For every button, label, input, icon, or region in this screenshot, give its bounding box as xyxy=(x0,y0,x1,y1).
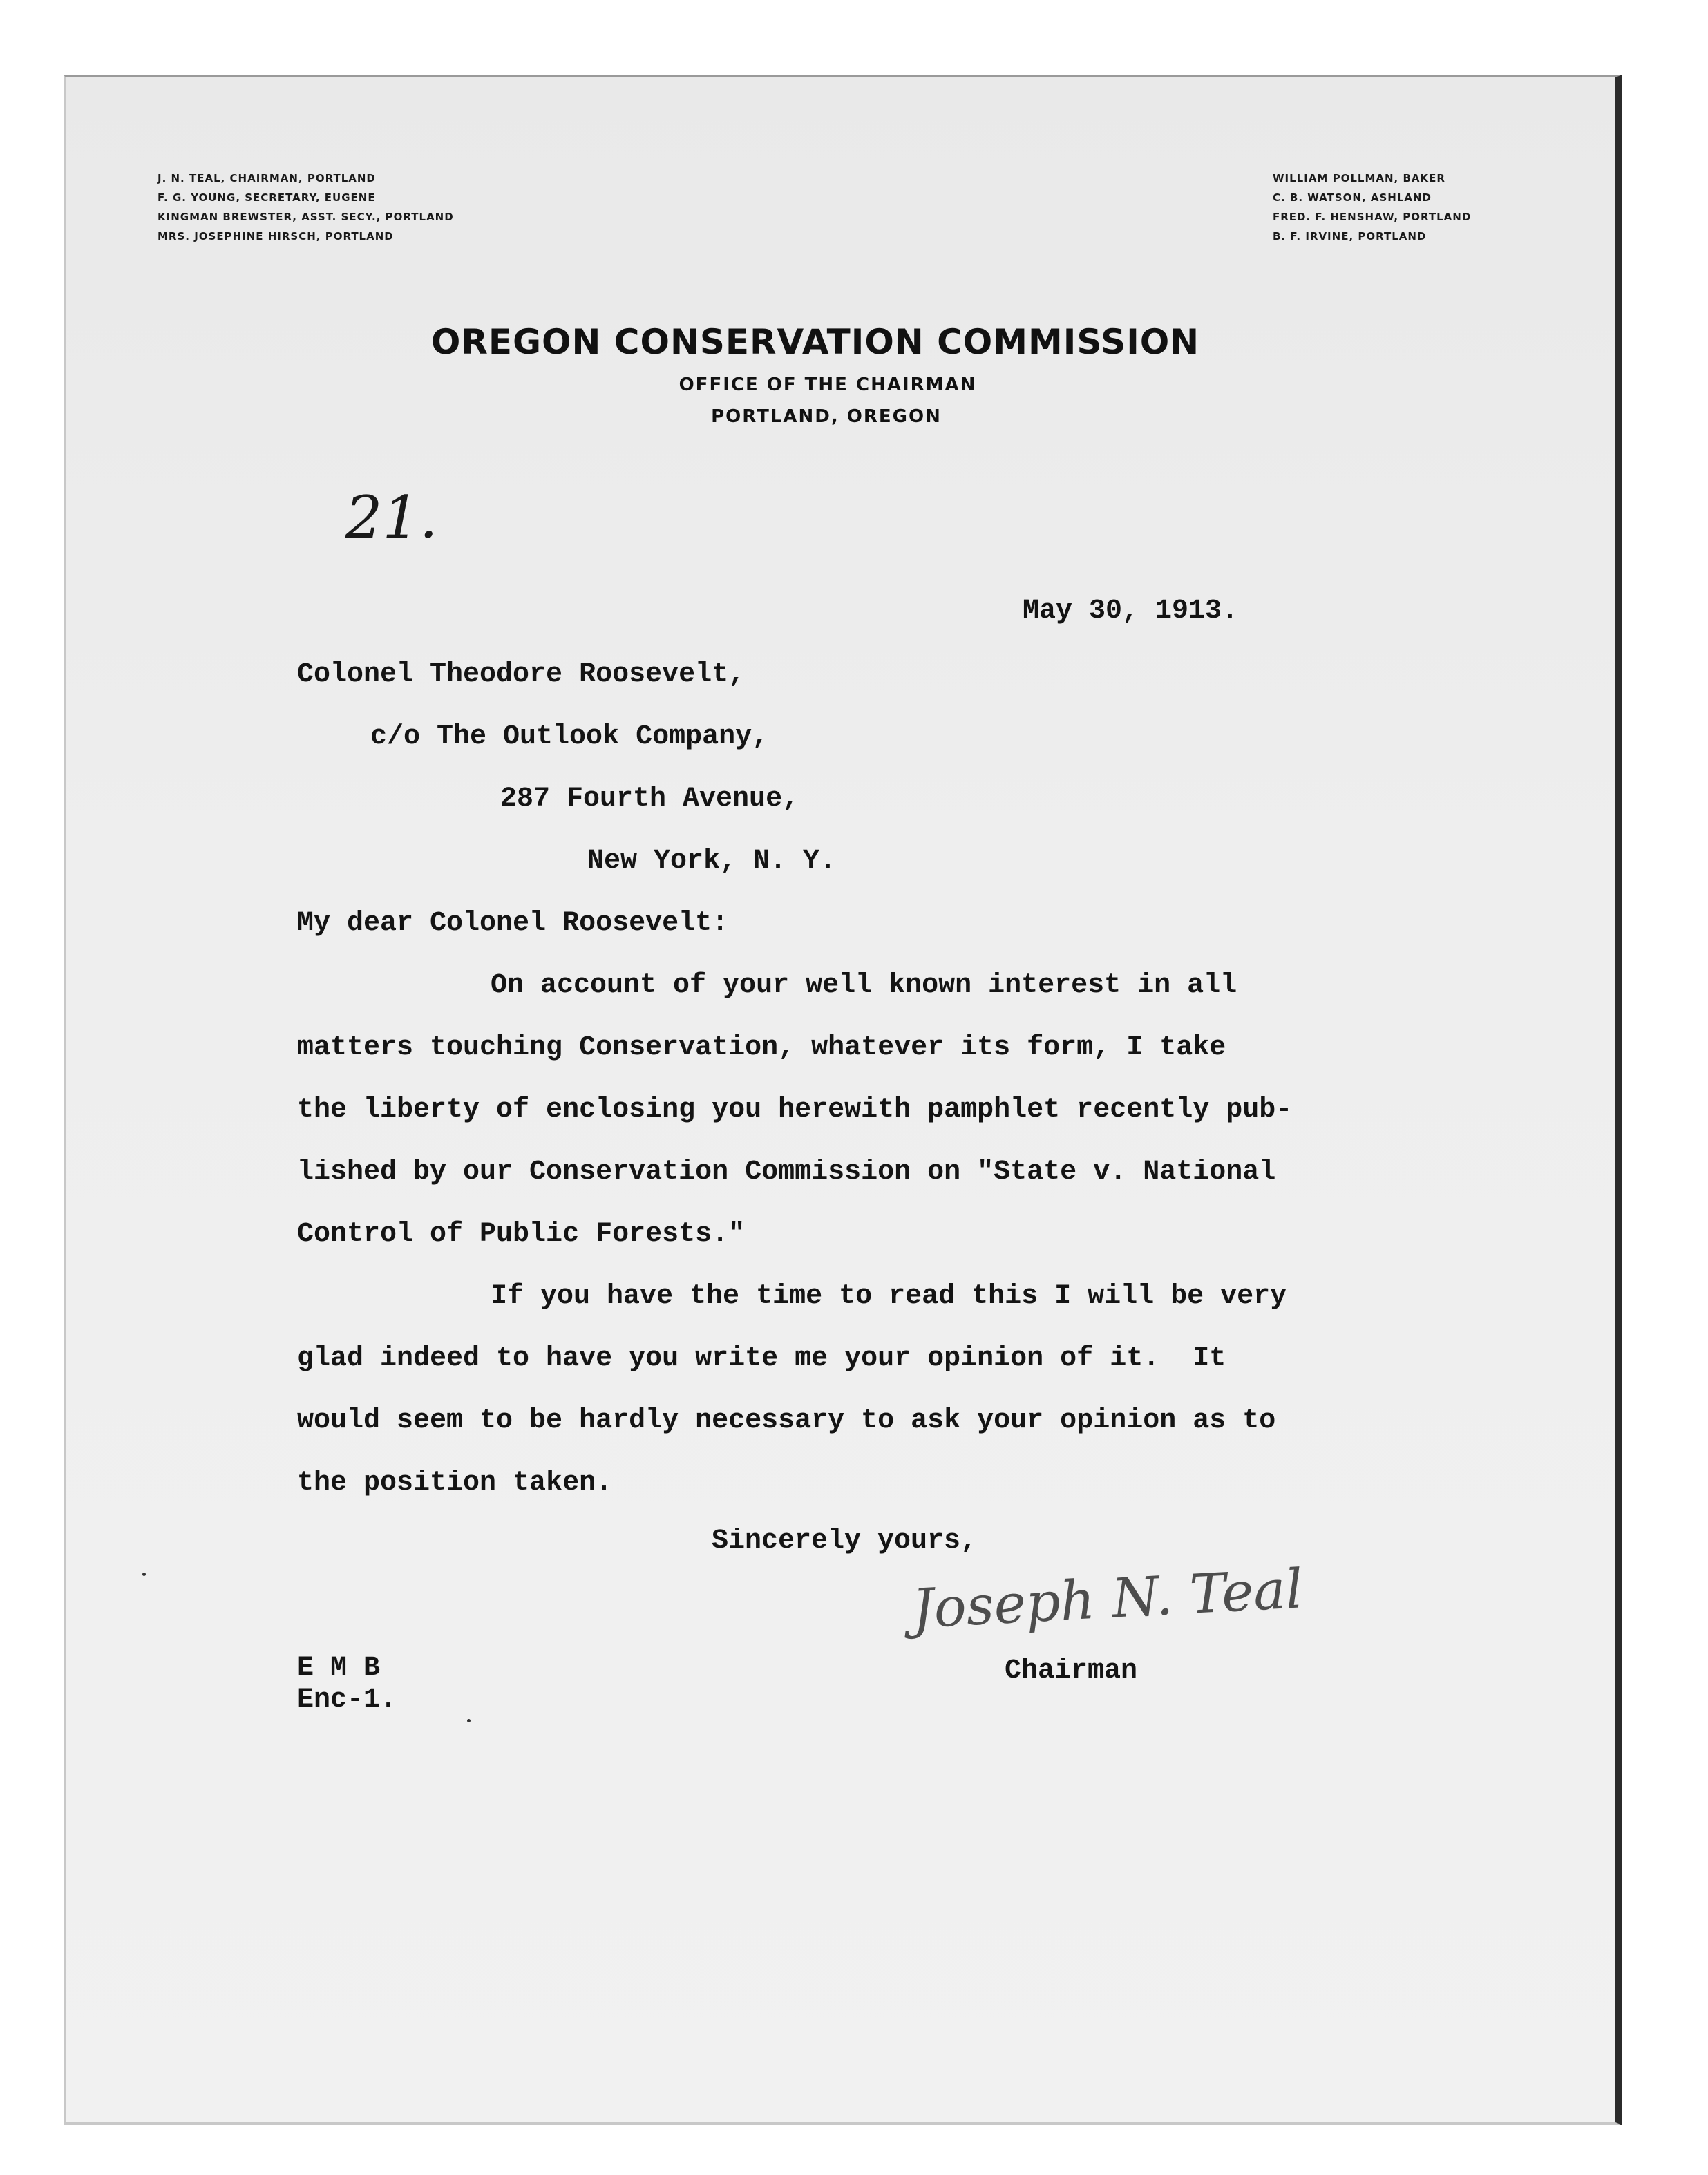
member-name: C. B. WATSON, ASHLAND xyxy=(1273,191,1432,204)
enclosure-note: Enc-1. xyxy=(297,1684,397,1716)
organization-title: OREGON CONSERVATION COMMISSION xyxy=(430,322,1200,362)
body-line: the liberty of enclosing you herewith pamphlet recently pub- xyxy=(297,1094,1293,1126)
paper-speck xyxy=(467,1719,471,1722)
member-name: B. F. IRVINE, PORTLAND xyxy=(1273,230,1427,243)
member-name: J. N. TEAL, CHAIRMAN, PORTLAND xyxy=(158,172,376,184)
body-line: If you have the time to read this I will be very xyxy=(491,1281,1287,1312)
body-line: lished by our Conservation Commission on "State v. National xyxy=(297,1157,1276,1188)
member-name: FRED. F. HENSHAW, PORTLAND xyxy=(1273,211,1472,223)
closing: Sincerely yours, xyxy=(712,1526,978,1557)
letterhead-members-left xyxy=(158,169,454,246)
letterhead-members-right xyxy=(1273,169,1471,246)
body-line: glad indeed to have you write me your opinion of it. It xyxy=(297,1343,1226,1374)
signer-title: Chairman xyxy=(1005,1655,1138,1687)
salutation: My dear Colonel Roosevelt: xyxy=(297,908,729,939)
typist-initials: E M B xyxy=(297,1653,381,1684)
recipient-line: New York, N. Y. xyxy=(587,846,837,877)
recipient-line: c/o The Outlook Company, xyxy=(370,721,769,752)
member-name: KINGMAN BREWSTER, ASST. SECY., PORTLAND xyxy=(158,211,454,223)
handwritten-page-number: 21. xyxy=(345,484,438,551)
body-line: matters touching Conservation, whatever its form, I take xyxy=(297,1032,1226,1063)
body-line: Control of Public Forests." xyxy=(297,1219,746,1250)
body-line: On account of your well known interest in all xyxy=(491,970,1237,1001)
body-line: would seem to be hardly necessary to ask your opinion as to xyxy=(297,1405,1276,1436)
office-subtitle: OFFICE OF THE CHAIRMAN xyxy=(679,374,977,395)
recipient-line: 287 Fourth Avenue, xyxy=(500,783,799,815)
member-name: MRS. JOSEPHINE HIRSCH, PORTLAND xyxy=(158,230,394,243)
body-line: the position taken. xyxy=(297,1468,613,1499)
handwritten-signature: Joseph N. Teal xyxy=(911,1558,1304,1641)
letter-date: May 30, 1913. xyxy=(1023,596,1239,627)
member-name: WILLIAM POLLMAN, BAKER xyxy=(1273,172,1445,184)
recipient-line: Colonel Theodore Roosevelt, xyxy=(297,659,746,690)
member-name: F. G. YOUNG, SECRETARY, EUGENE xyxy=(158,191,376,204)
paper-speck xyxy=(142,1573,146,1576)
location-subtitle: PORTLAND, OREGON xyxy=(711,406,942,427)
